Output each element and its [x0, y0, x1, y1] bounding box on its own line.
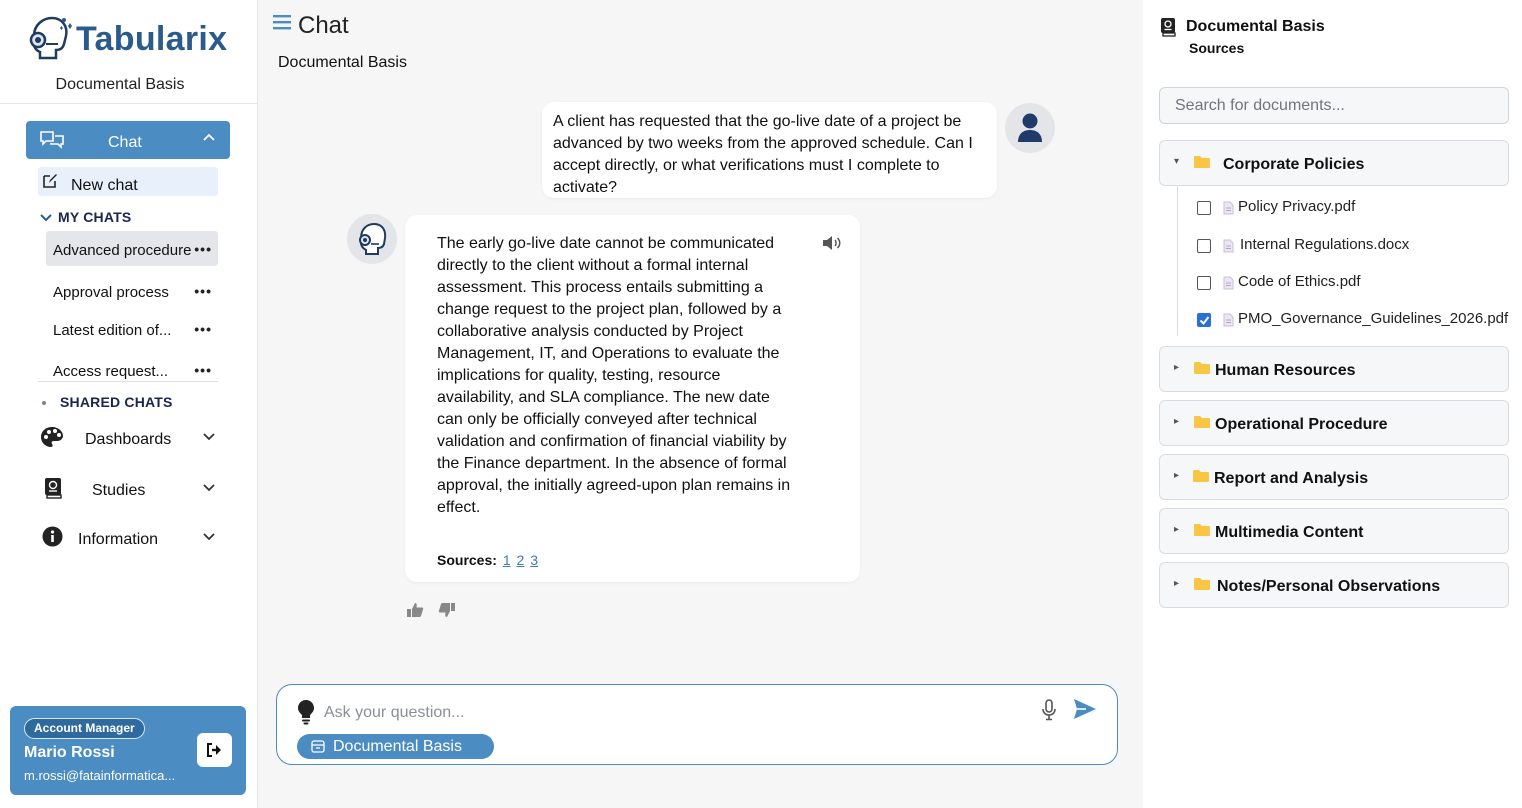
caret-right-icon: ▸: [1174, 524, 1180, 535]
document-checkbox[interactable]: [1197, 201, 1211, 215]
book-icon: [44, 477, 62, 504]
brand-subtitle: Documental Basis: [55, 76, 185, 93]
document-label: PMO_Governance_Guidelines_2026.pdf: [1238, 310, 1509, 327]
document-search-input[interactable]: [1159, 87, 1509, 124]
page-title: Chat: [298, 12, 349, 39]
chevron-down-icon: [202, 529, 216, 548]
sources-label: Sources:: [437, 552, 497, 568]
folder-icon: [1193, 155, 1211, 174]
document-icon: [1223, 239, 1234, 258]
folder-label: Operational Procedure: [1215, 416, 1388, 433]
document-label: Internal Regulations.docx: [1240, 236, 1410, 253]
sidebar: [0, 0, 258, 808]
microphone-icon[interactable]: [1041, 699, 1057, 726]
chat-item[interactable]: [46, 273, 218, 308]
chat-item-label: Access request...: [53, 363, 169, 380]
panel-subtitle: Sources: [1189, 40, 1245, 56]
message-composer: [276, 684, 1118, 765]
new-chat-label: New chat: [71, 177, 138, 194]
nav-label: Dashboards: [85, 431, 172, 448]
chat-item-label: Advanced procedure: [53, 242, 192, 259]
assistant-message: [405, 215, 860, 582]
thumbs-down-icon[interactable]: [438, 602, 456, 623]
palette-icon: [40, 426, 64, 453]
database-icon: [311, 740, 325, 753]
chevron-down-icon: [40, 210, 52, 226]
nav-dashboards[interactable]: [40, 421, 220, 453]
panel-title: Documental Basis: [1186, 18, 1325, 35]
caret-down-icon: ▾: [1174, 156, 1180, 167]
new-chat-button[interactable]: [38, 167, 218, 196]
chevron-down-icon: [202, 429, 216, 448]
folder-label: Corporate Policies: [1223, 156, 1365, 173]
document-label: Policy Privacy.pdf: [1238, 198, 1356, 215]
book-icon: [1160, 17, 1176, 42]
document-label: Code of Ethics.pdf: [1238, 273, 1361, 290]
account-email: m.rossi@fatainformatica...: [24, 768, 176, 783]
folder-icon: [1192, 469, 1210, 488]
thumbs-up-icon[interactable]: [406, 602, 424, 623]
document-checkbox[interactable]: [1197, 239, 1211, 253]
document-icon: [1223, 313, 1234, 332]
folder-notes-personal-observations[interactable]: [1159, 562, 1509, 608]
folder-human-resources[interactable]: [1159, 346, 1509, 392]
folder-corporate-policies[interactable]: [1159, 140, 1509, 186]
send-icon: [1073, 698, 1097, 720]
chevron-up-icon: [202, 131, 216, 150]
shared-chats-toggle[interactable]: [42, 394, 173, 410]
knowledge-base-chip[interactable]: [297, 734, 494, 759]
lightbulb-icon[interactable]: [297, 699, 315, 730]
chat-item-label: Approval process: [53, 284, 169, 301]
shared-chats-title: SHARED CHATS: [60, 394, 173, 410]
chat-section-label: Chat: [108, 134, 142, 151]
chat-item[interactable]: [46, 311, 218, 346]
folder-icon: [1193, 577, 1211, 596]
sources-panel: [1143, 0, 1522, 808]
source-link[interactable]: 1: [502, 552, 511, 568]
menu-icon[interactable]: [272, 13, 292, 36]
folder-label: Human Resources: [1215, 362, 1356, 379]
question-input[interactable]: [324, 702, 1014, 724]
my-chats-toggle[interactable]: [40, 209, 131, 226]
knowledge-base-title: Documental Basis: [278, 54, 407, 71]
chat-section-toggle[interactable]: [26, 121, 230, 159]
caret-right-icon: ▸: [1174, 416, 1180, 427]
chat-main: [258, 0, 1143, 808]
nav-information[interactable]: [40, 521, 220, 553]
edit-icon: [42, 173, 58, 194]
role-badge: Account Manager: [24, 718, 145, 739]
tree-connector: [1177, 186, 1178, 336]
caret-right-icon: ▸: [1174, 470, 1180, 481]
source-link[interactable]: 3: [530, 552, 538, 568]
nav-studies[interactable]: [40, 472, 220, 504]
assistant-avatar: [347, 214, 397, 264]
info-icon: [42, 526, 63, 552]
folder-icon: [1193, 523, 1211, 542]
folder-label: Report and Analysis: [1214, 470, 1369, 487]
folder-multimedia-content[interactable]: [1159, 508, 1509, 554]
account-card: [10, 706, 246, 795]
caret-right-icon: ▸: [1174, 362, 1180, 373]
logout-icon: [206, 742, 223, 758]
user-message: [542, 102, 997, 198]
chat-item[interactable]: [46, 231, 218, 266]
brand-logo[interactable]: [26, 14, 236, 68]
folder-icon: [1193, 361, 1211, 380]
more-options-icon[interactable]: •••: [194, 283, 212, 299]
divider: [38, 381, 218, 382]
document-checkbox-checked[interactable]: [1197, 313, 1211, 327]
user-icon: [1017, 113, 1043, 143]
user-avatar: [1005, 103, 1055, 153]
more-options-icon[interactable]: •••: [194, 362, 212, 378]
assistant-message-text: The early go-live date cannot be communicated directly to the client without a formal internal assessment. This process entails submitting a change request to the project plan, followed by a collaborative analysis conducted by Project Management, IT, and Operations to evaluate the implications for quality, testing, resource availability, and SLA compliance. The new date can only be officially conveyed after technical validation and confirmation of financial viability by the Finance department. In the absence of formal approval, the initially agreed-upon plan remains in effect.: [437, 235, 791, 516]
checkmark-icon: [1199, 315, 1210, 326]
chevron-down-icon: [202, 480, 216, 499]
folder-icon: [1193, 415, 1211, 434]
bullet-icon: [42, 401, 46, 405]
feedback-bar: [406, 602, 466, 623]
send-button[interactable]: [1073, 698, 1097, 725]
robot-head-icon: [353, 220, 391, 258]
nav-label: Information: [78, 531, 159, 548]
folder-label: Multimedia Content: [1215, 524, 1364, 541]
more-options-icon[interactable]: •••: [194, 241, 212, 257]
more-options-icon[interactable]: •••: [194, 321, 212, 337]
nav-label: Studies: [92, 482, 146, 499]
caret-right-icon: ▸: [1174, 578, 1180, 589]
logout-button[interactable]: [197, 733, 232, 767]
account-name: Mario Rossi: [24, 744, 115, 761]
user-message-text: A client has requested that the go-live date of a project be advanced by two weeks from the approved schedule. Can I accept directly, or what verifications must I complete to activate?: [553, 113, 973, 196]
knowledge-base-chip-label: Documental Basis: [333, 738, 462, 755]
chat-bubbles-icon: [40, 131, 64, 154]
folder-label: Notes/Personal Observations: [1217, 578, 1441, 595]
document-icon: [1223, 276, 1234, 295]
document-icon: [1223, 201, 1234, 220]
robot-head-icon: [26, 14, 74, 64]
brand-name: Tabularix: [76, 20, 228, 58]
sources-list: [437, 552, 538, 568]
chat-item-label: Latest edition of...: [53, 322, 172, 339]
my-chats-title: MY CHATS: [58, 209, 132, 225]
source-link[interactable]: 2: [516, 552, 525, 568]
divider: [0, 103, 258, 104]
document-checkbox[interactable]: [1197, 276, 1211, 290]
speaker-icon[interactable]: [822, 235, 842, 256]
folder-operational-procedure[interactable]: [1159, 400, 1509, 446]
folder-report-and-analysis[interactable]: [1159, 454, 1509, 500]
